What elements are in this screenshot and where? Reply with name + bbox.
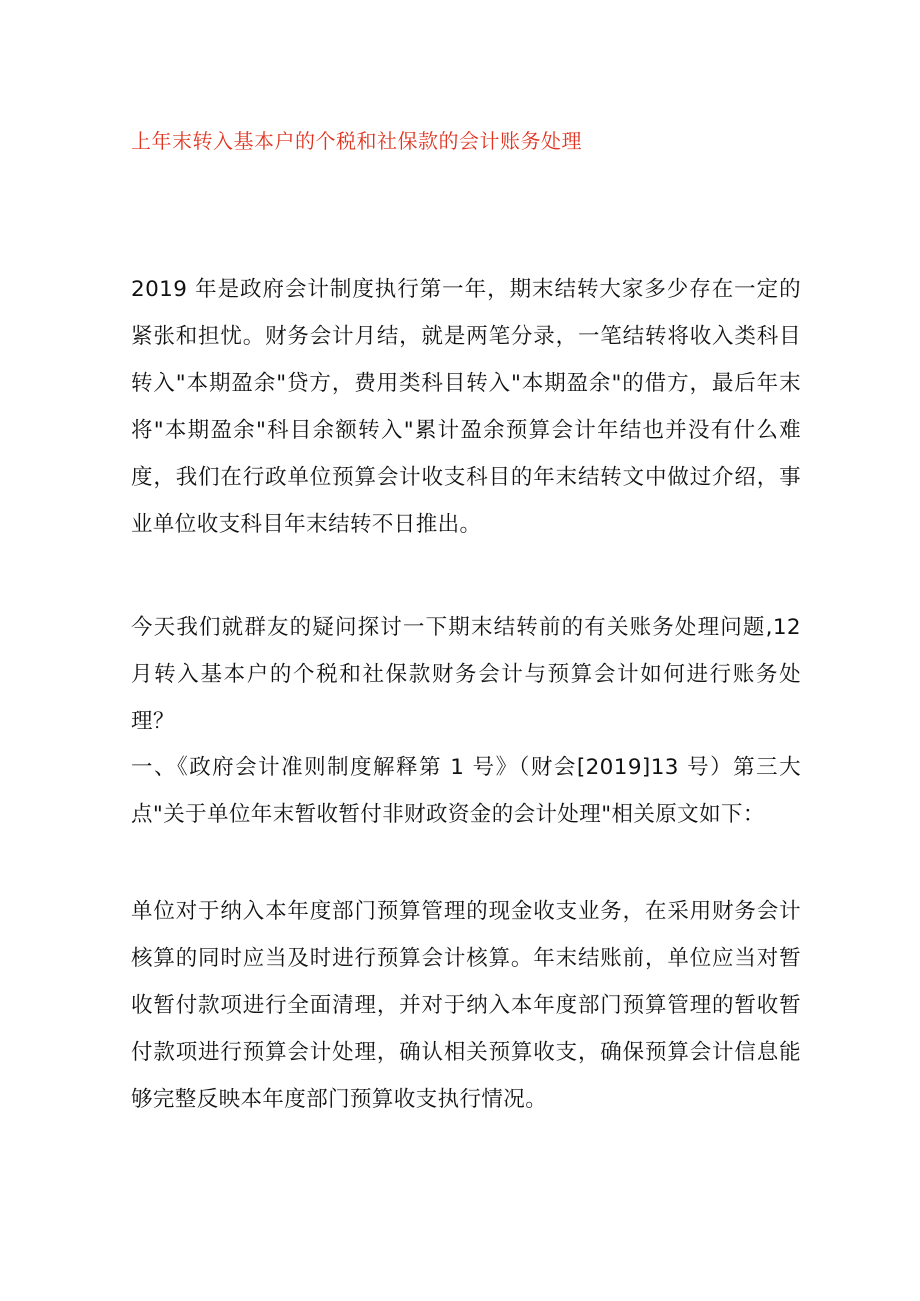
paragraph-intro: 2019 年是政府会计制度执行第一年，期末结转大家多少存在一定的紧张和担忧。财务会计月结，就是两笔分录，一笔结转将收入类科目转入"本期盈余"贷方，费用类科目转入"本期盈余"的借方，最后年末将"本期盈余"科目余额转入"累计盈余预算会计年结也并没有什么难度，我们在行政单位预算会计收支科目的年末结转文中做过介绍，事业单位收支科目年末结转不日推出。 bbox=[131, 277, 801, 537]
document-title: 上年末转入基本户的个税和社保款的会计账务处理 bbox=[131, 129, 582, 153]
paragraph-quoted-rule: 单位对于纳入本年度部门预算管理的现金收支业务，在采用财务会计核算的同时应当及时进行预算会计核算。年末结账前，单位应当对暂收暂付款项进行全面清理，并对于纳入本年度部门预算管理的暂收暂付款项进行预算会计处理，确认相关预算收支，确保预算会计信息能够完整反映本年度部门预算收支执行情况。 bbox=[131, 899, 801, 1112]
paragraph-question: 今天我们就群友的疑问探讨一下期末结转前的有关账务处理问题,12月转入基本户的个税和社保款财务会计与预算会计如何进行账务处理？ bbox=[131, 615, 801, 734]
paragraph-section-heading: 一、《政府会计准则制度解释第 1 号》（财会[2019]13 号）第三大点"关于单位年末暂收暂付非财政资金的会计处理"相关原文如下： bbox=[131, 755, 801, 827]
